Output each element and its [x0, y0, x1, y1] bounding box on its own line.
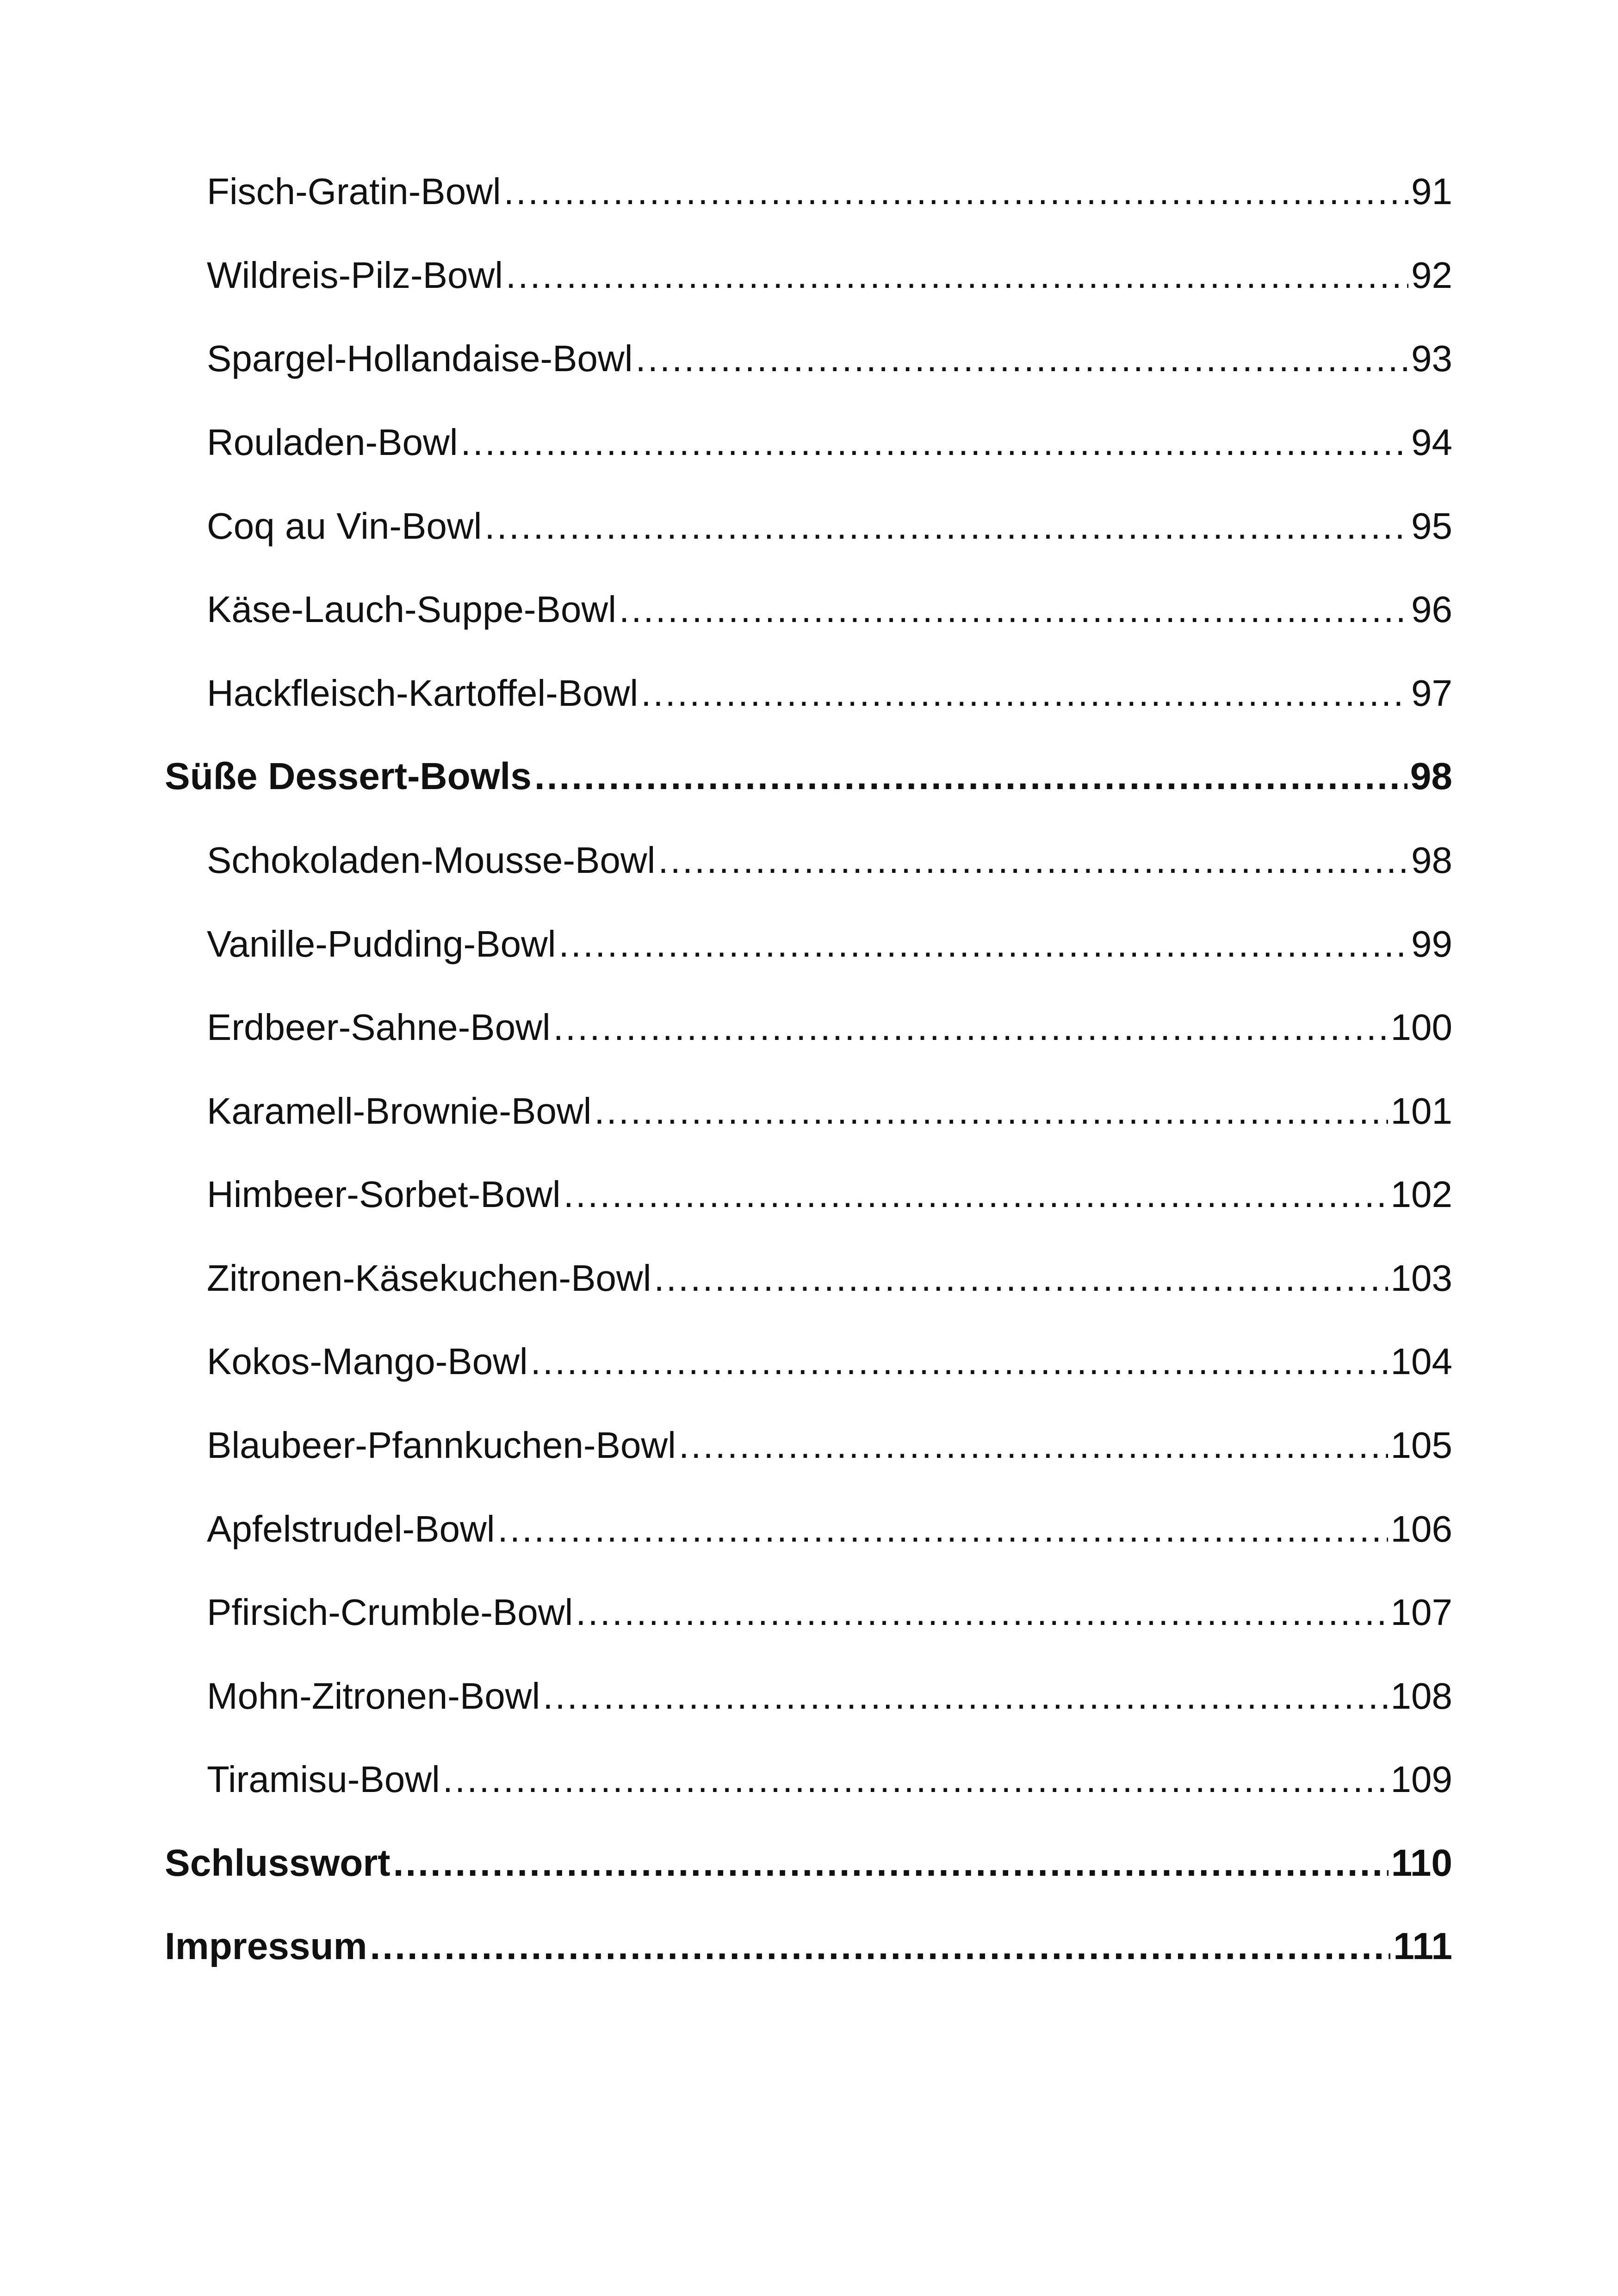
toc-entry[interactable]	[207, 164, 1452, 219]
toc-entry-title: Käse-Lauch-Suppe-Bowl	[207, 589, 616, 630]
toc-dot-leader	[504, 164, 1408, 219]
toc-dot-leader	[658, 833, 1408, 888]
toc-entry[interactable]	[207, 1501, 1452, 1557]
toc-dot-leader	[576, 1585, 1388, 1640]
toc-page-number: 107	[1390, 1592, 1452, 1633]
toc-dot-leader	[506, 248, 1408, 303]
toc-entry[interactable]	[207, 415, 1452, 470]
toc-page-number: 99	[1411, 923, 1452, 964]
toc-page-number: 106	[1390, 1508, 1452, 1549]
toc-entry-title: Tiramisu-Bowl	[207, 1759, 440, 1800]
toc-entry[interactable]	[207, 1418, 1452, 1473]
toc-dot-leader	[443, 1752, 1388, 1807]
toc-entry[interactable]	[207, 1000, 1452, 1055]
toc-page-number: 92	[1411, 255, 1452, 296]
toc-entry[interactable]	[207, 331, 1452, 386]
toc-page-number: 93	[1411, 338, 1452, 379]
toc-dot-leader	[641, 666, 1408, 721]
toc-entry[interactable]	[207, 248, 1452, 303]
toc-page-number: 104	[1390, 1341, 1452, 1382]
toc-entry[interactable]	[207, 498, 1452, 554]
toc-entry[interactable]	[207, 833, 1452, 888]
toc-dot-leader	[594, 1083, 1388, 1139]
toc-entry[interactable]	[207, 666, 1452, 721]
toc-page-number: 94	[1411, 422, 1452, 463]
toc-entry-title: Coq au Vin-Bowl	[207, 505, 482, 547]
toc-dot-leader	[635, 331, 1408, 386]
toc-dot-leader	[654, 1251, 1388, 1306]
toc-page-number: 109	[1390, 1759, 1452, 1800]
toc-chapter-title: Schlusswort	[165, 1842, 391, 1884]
toc-entry-title: Pfirsich-Crumble-Bowl	[207, 1592, 573, 1633]
toc-entry-title: Hackfleisch-Kartoffel-Bowl	[207, 672, 639, 714]
toc-page-number: 111	[1393, 1925, 1452, 1967]
toc-chapter-entry[interactable]	[165, 1919, 1452, 1974]
toc-entry[interactable]	[207, 916, 1452, 972]
toc-chapter-title: Impressum	[165, 1925, 367, 1967]
toc-chapter-title: Süße Dessert-Bowls	[165, 755, 532, 797]
toc-page-number: 95	[1411, 505, 1452, 547]
toc-entry-title: Zitronen-Käsekuchen-Bowl	[207, 1257, 651, 1299]
toc-dot-leader	[553, 1000, 1388, 1055]
toc-chapter-entry[interactable]	[165, 749, 1452, 804]
toc-entry-title: Schokoladen-Mousse-Bowl	[207, 840, 656, 881]
toc-entry-title: Rouladen-Bowl	[207, 422, 458, 463]
toc-page-number: 108	[1390, 1675, 1452, 1717]
toc-page-number: 103	[1390, 1257, 1452, 1299]
toc-entry[interactable]	[207, 1585, 1452, 1640]
toc-page-number: 105	[1390, 1425, 1452, 1466]
toc-entry[interactable]	[207, 1167, 1452, 1222]
toc-entry-title: Erdbeer-Sahne-Bowl	[207, 1007, 551, 1048]
toc-entry[interactable]	[207, 1752, 1452, 1807]
toc-entry-title: Fisch-Gratin-Bowl	[207, 171, 501, 212]
toc-page-number: 100	[1390, 1007, 1452, 1048]
toc-dot-leader	[484, 498, 1408, 554]
toc-entry-title: Karamell-Brownie-Bowl	[207, 1090, 592, 1132]
toc-entry-title: Blaubeer-Pfannkuchen-Bowl	[207, 1425, 676, 1466]
toc-entry[interactable]	[207, 582, 1452, 637]
toc-page-number: 96	[1411, 589, 1452, 630]
toc-entry-title: Vanille-Pudding-Bowl	[207, 923, 556, 964]
toc-dot-leader	[534, 749, 1407, 804]
toc-dot-leader	[679, 1418, 1388, 1473]
toc-dot-leader	[498, 1501, 1388, 1557]
toc-page-number: 98	[1411, 840, 1452, 881]
toc-entry-title: Kokos-Mango-Bowl	[207, 1341, 528, 1382]
toc-page-number: 98	[1410, 755, 1452, 797]
toc-entry-title: Mohn-Zitronen-Bowl	[207, 1675, 540, 1717]
toc-page-number: 91	[1411, 171, 1452, 212]
toc-entry[interactable]	[207, 1334, 1452, 1389]
toc-entry-title: Himbeer-Sorbet-Bowl	[207, 1174, 561, 1215]
toc-page-number: 110	[1391, 1842, 1452, 1884]
toc-page-number: 102	[1390, 1174, 1452, 1215]
toc-entry-title: Apfelstrudel-Bowl	[207, 1508, 495, 1549]
toc-page-number: 101	[1390, 1090, 1452, 1132]
toc-chapter-entry[interactable]	[165, 1836, 1452, 1891]
toc-entry-title: Wildreis-Pilz-Bowl	[207, 255, 503, 296]
toc-dot-leader	[461, 415, 1408, 470]
toc-dot-leader	[559, 916, 1409, 972]
toc-page-number: 97	[1411, 672, 1452, 714]
toc-entry[interactable]	[207, 1083, 1452, 1139]
toc-dot-leader	[393, 1836, 1389, 1891]
toc-dot-leader	[543, 1668, 1388, 1724]
toc-entry[interactable]	[207, 1251, 1452, 1306]
toc-entry[interactable]	[207, 1668, 1452, 1724]
toc-dot-leader	[370, 1919, 1391, 1974]
toc-dot-leader	[531, 1334, 1388, 1389]
toc-dot-leader	[564, 1167, 1388, 1222]
toc-entry-title: Spargel-Hollandaise-Bowl	[207, 338, 633, 379]
toc-dot-leader	[619, 582, 1408, 637]
